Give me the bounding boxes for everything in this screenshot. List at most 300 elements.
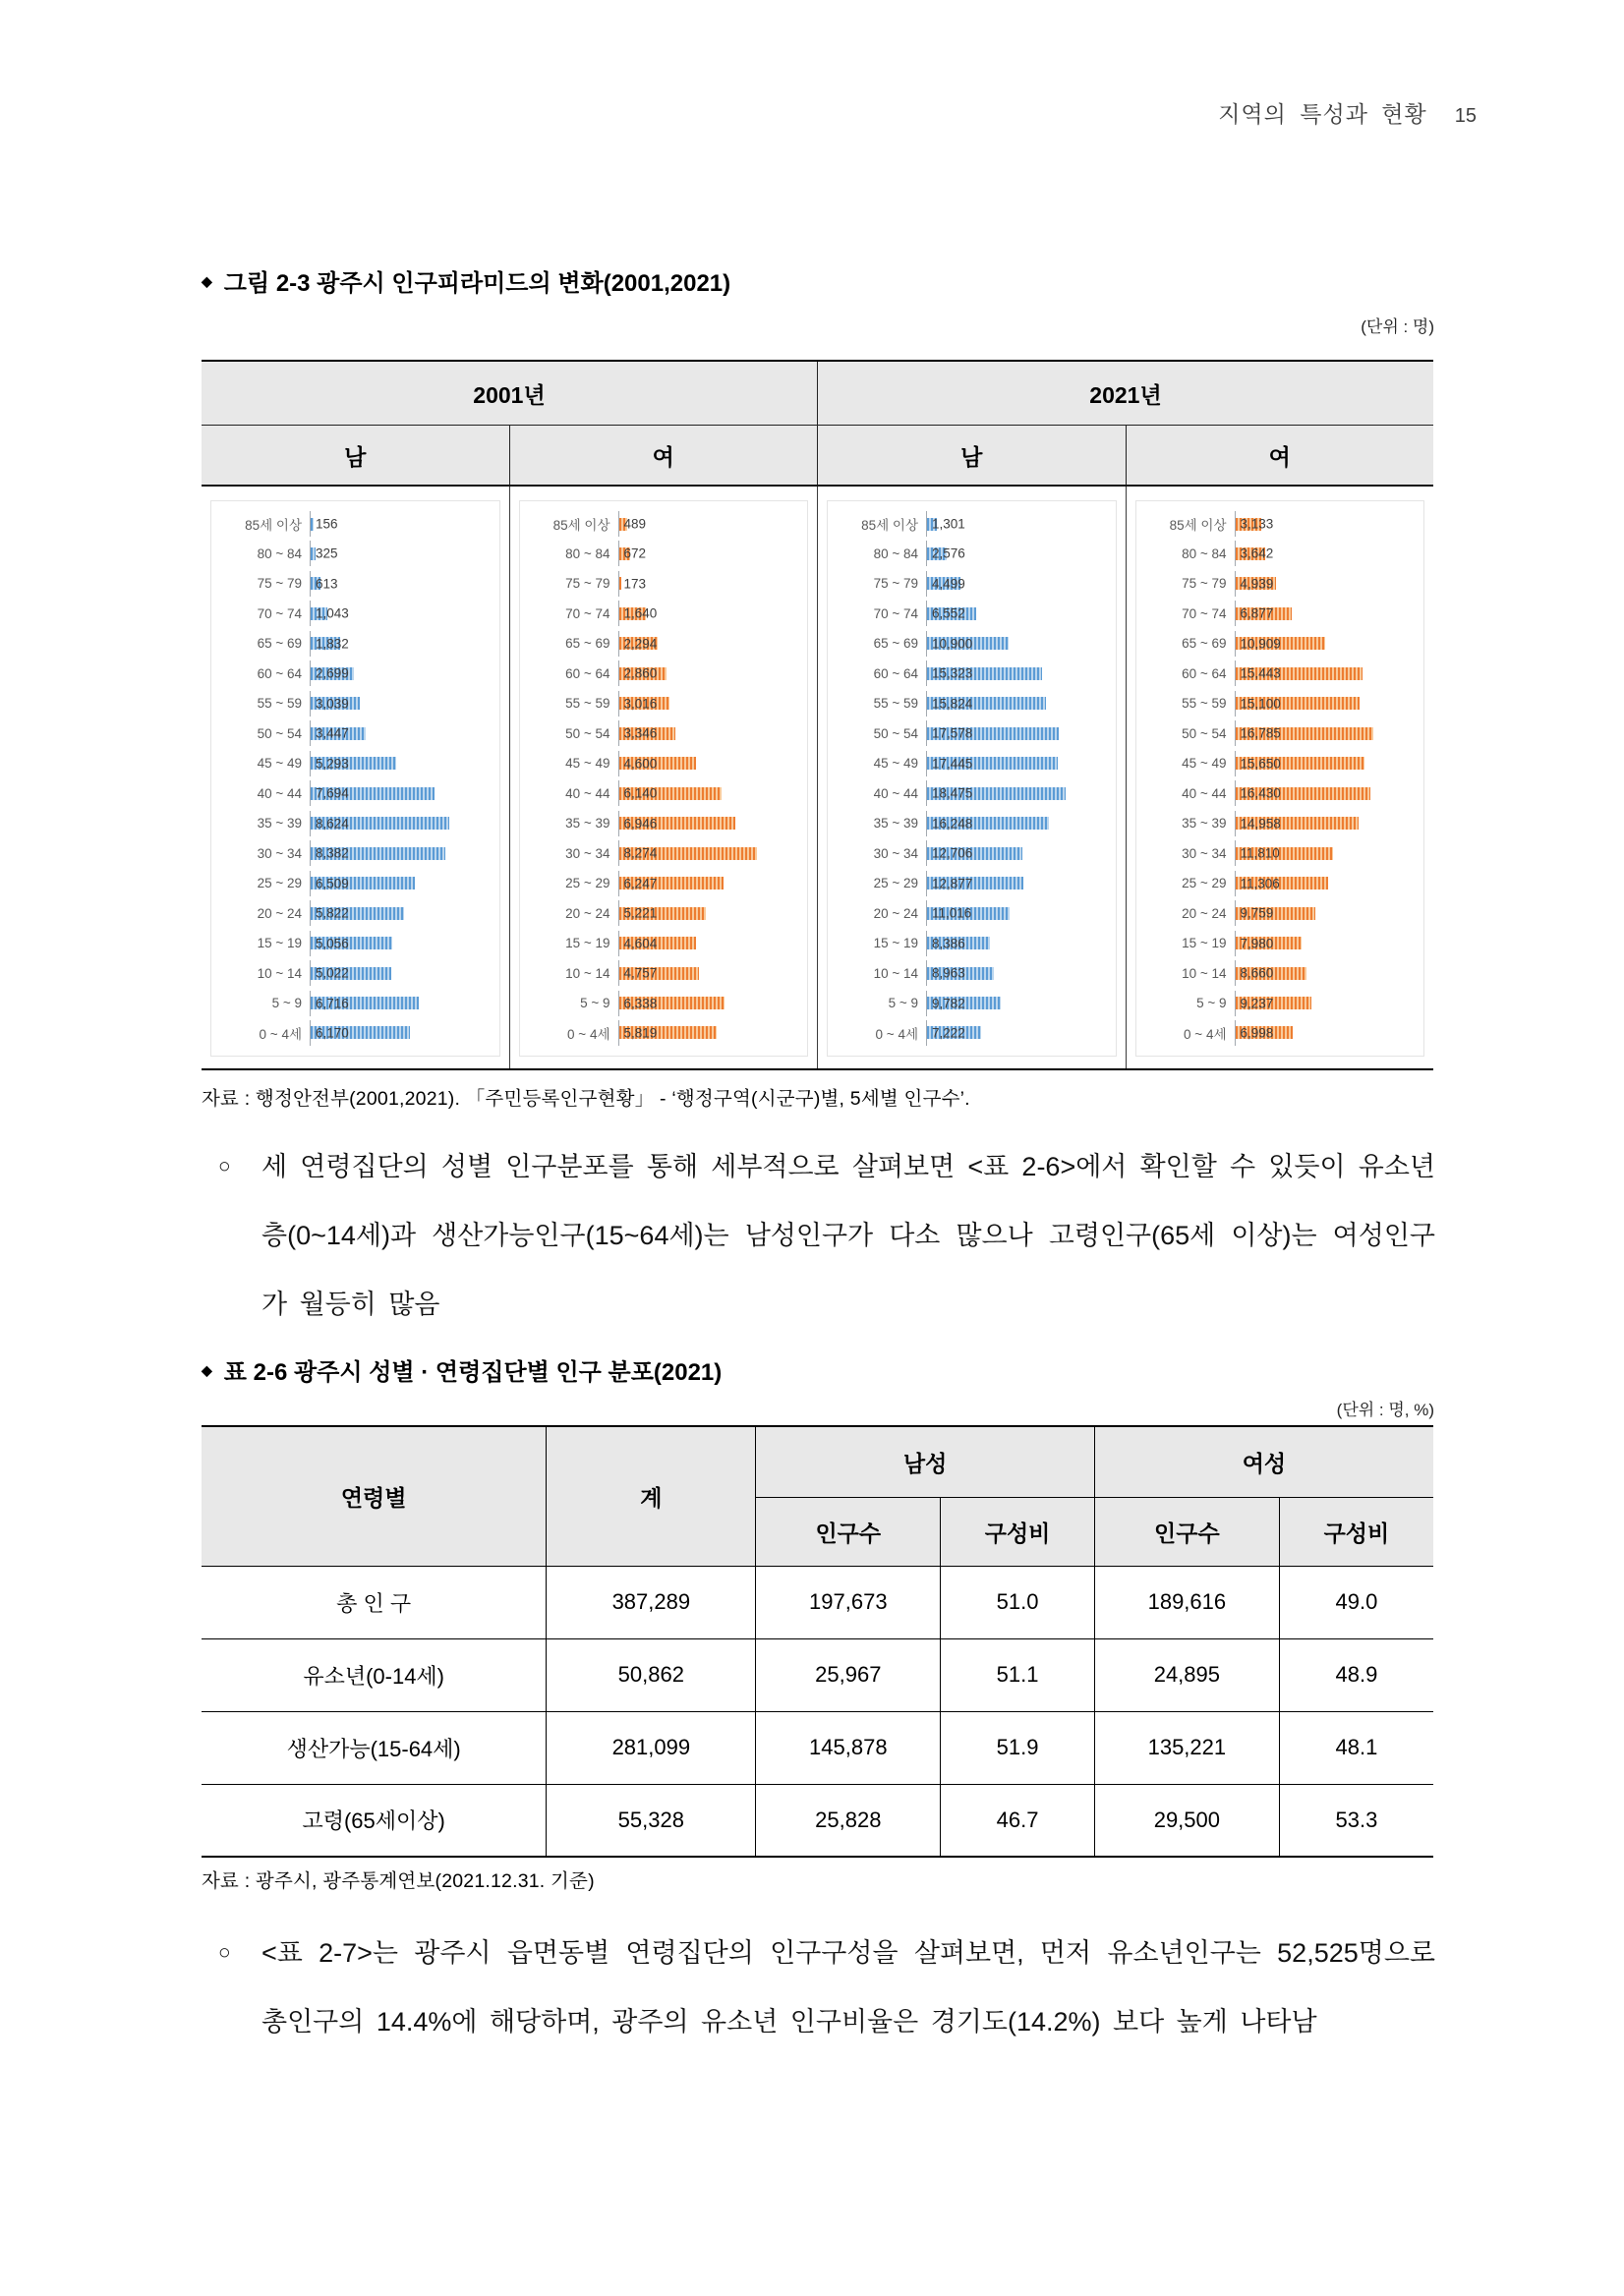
value-label: 6,170 [316,1025,349,1041]
age-label: 65 ~ 69 [873,636,918,652]
value-label: 18,475 [932,785,973,801]
figure-unit: (단위 : 명) [1361,317,1434,336]
pyramid-row [524,811,802,836]
value-label: 8,274 [623,845,658,861]
bar-track [926,660,1110,686]
age-label: 55 ~ 59 [257,696,302,712]
table-row [202,1638,1433,1711]
value-label: 16,248 [932,816,973,832]
pyramid-row [215,840,493,866]
pyramid-row [832,871,1110,896]
age-label: 80 ~ 84 [257,545,302,561]
value-label: 2,699 [316,665,349,681]
age-label: 70 ~ 74 [257,605,302,621]
paragraph-text: <표 2-7>는 광주시 읍면동별 연령집단의 인구구성을 살펴보면, 먼저 유소년인구는 52,525명으로 총인구의 14.4%에 해당하며, 광주의 유소년 인구비율은 경기도(14.2%) 보다 높게 나타남 [261,1938,1435,2037]
pyramid-row [832,780,1110,806]
bar-track [310,1020,493,1046]
bar-track [310,811,493,836]
pyramid-row [832,960,1110,986]
population-table [202,1425,1433,1858]
pyramid-row [1140,751,1419,776]
figure-title: 그림 2-3 광주시 인구피라미드의 변화(2001,2021) [223,270,731,297]
age-label: 40 ~ 44 [565,785,610,801]
pyramid-plot-2001-female [519,500,809,1057]
pyramid-row [215,571,493,597]
value-label: 17,578 [932,725,973,741]
diamond-icon: ◆ [202,1361,212,1378]
bar-track [926,811,1110,836]
bar-track [618,900,802,926]
value-label: 7,694 [316,785,349,801]
value-label: 12,877 [932,876,973,891]
pyramid-row [1140,631,1419,657]
bar-track [310,541,493,566]
table-cell: 53.3 [1279,1784,1433,1857]
pyramid-row [215,960,493,986]
bar-track [618,991,802,1016]
bar-track [926,691,1110,717]
age-label: 5 ~ 9 [580,996,610,1010]
col-header-total: 계 [547,1426,756,1566]
table-title: 표 2-6 광주시 성별 · 연령집단별 인구 분포(2021) [223,1359,723,1386]
bar-track [310,720,493,746]
age-label: 85세 이상 [1169,518,1227,533]
paragraph-text: 세 연령집단의 성별 인구분포를 통해 세부적으로 살펴보면 <표 2-6>에서 확인할 수 있듯이 유소년층(0~14세)과 생산가능인구(15~64세)는 남성인구가 다소 많으나 고령인구(65세 이상)는 여성인구가 월등히 많음 [261,1152,1435,1319]
value-label: 5,293 [316,756,349,772]
value-label: 9,237 [1240,996,1274,1010]
pyramid-row [1140,571,1419,597]
bar-track [926,631,1110,657]
year-header-2001: 2001년 [202,362,818,425]
bar-track [618,511,802,537]
pyramid-row [1140,1020,1419,1046]
population-table-body [202,1566,1433,1857]
table-cell: 25,828 [756,1784,941,1857]
value-label: 17,445 [932,756,973,772]
table-cell: 135,221 [1094,1711,1279,1784]
age-label: 40 ~ 44 [257,785,302,801]
value-label: 12,706 [932,845,973,861]
age-label: 85세 이상 [552,518,610,533]
bar-track [618,840,802,866]
col-header-female: 여성 [1094,1426,1433,1497]
bar-track [310,601,493,626]
age-label: 25 ~ 29 [257,876,302,891]
bar-track [618,871,802,896]
bar-track [926,1020,1110,1046]
bar-track [310,511,493,537]
bar-track [618,751,802,776]
pyramid-row [1140,780,1419,806]
table-cell: 46.7 [941,1784,1095,1857]
value-label: 6,998 [1240,1025,1274,1041]
value-label: 15,323 [932,665,973,681]
pyramid-row [215,660,493,686]
age-label: 0 ~ 4세 [259,1026,302,1042]
value-label: 16,430 [1240,785,1281,801]
bar-track [926,541,1110,566]
age-label: 70 ~ 74 [565,605,610,621]
value-label: 1,640 [623,605,658,621]
bar-track [310,900,493,926]
pyramid-row [215,811,493,836]
sex-header-2021-female: 여 [1268,443,1291,470]
value-label: 2,860 [623,665,658,681]
age-label: 30 ~ 34 [565,845,610,861]
bar-track [1235,720,1419,746]
value-label: 15,824 [932,696,973,712]
pyramid-row [524,601,802,626]
pyramid-row [524,691,802,717]
pyramid-row [832,931,1110,956]
age-label: 10 ~ 14 [873,965,918,981]
bar-track [926,931,1110,956]
age-label: 60 ~ 64 [565,665,610,681]
age-label: 40 ~ 44 [873,785,918,801]
bar-track [926,571,1110,597]
value-label: 2,294 [623,636,658,652]
pyramid-row [215,691,493,717]
value-label: 672 [623,545,647,561]
pyramid-row [524,660,802,686]
col-header-female-pop: 인구수 [1094,1497,1279,1566]
pyramid-panel-2021-female [1127,487,1434,1068]
age-label: 10 ~ 14 [565,965,610,981]
value-label: 3,039 [316,696,349,712]
value-label: 9,759 [1240,905,1274,921]
col-header-age: 연령별 [202,1426,547,1566]
bar-track [618,571,802,597]
value-label: 613 [316,576,338,592]
bar-track [618,631,802,657]
pyramid-row [524,541,802,566]
pyramid-row [524,571,802,597]
circle-bullet-icon: ○ [218,1155,231,1177]
year-header-row [202,362,1433,426]
pyramid-row [832,751,1110,776]
table-cell: 24,895 [1094,1638,1279,1711]
age-label: 30 ~ 34 [1182,845,1227,861]
bar-track [618,780,802,806]
age-label: 30 ~ 34 [873,845,918,861]
age-label: 20 ~ 24 [873,905,918,921]
age-label: 0 ~ 4세 [1184,1026,1227,1042]
table-unit: (단위 : 명, %) [1336,1401,1434,1419]
age-label: 70 ~ 74 [1182,605,1227,621]
bar-track [926,720,1110,746]
age-label: 60 ~ 64 [257,665,302,681]
bar-track [1235,780,1419,806]
col-header-female-ratio: 구성비 [1279,1497,1433,1566]
age-label: 50 ~ 54 [873,725,918,741]
pyramid-row [832,660,1110,686]
bar-track [618,691,802,717]
age-label: 80 ~ 84 [1182,545,1227,561]
age-label: 60 ~ 64 [873,665,918,681]
value-label: 11,810 [1240,845,1280,861]
bar-track [1235,601,1419,626]
sex-header-2001-male: 남 [202,426,510,485]
bar-track [926,751,1110,776]
table-cell: 총 인 구 [202,1566,547,1638]
pyramid-row [1140,601,1419,626]
value-label: 5,022 [316,965,349,981]
value-label: 489 [623,516,647,532]
pyramid-panel-2001-male [202,487,510,1068]
age-label: 50 ~ 54 [565,725,610,741]
age-label: 65 ~ 69 [565,636,610,652]
value-label: 16,785 [1240,725,1281,741]
bar-track [1235,900,1419,926]
value-label: 8,382 [316,845,349,861]
diamond-icon: ◆ [202,272,212,289]
table-cell: 고령(65세이상) [202,1784,547,1857]
age-label: 75 ~ 79 [257,576,302,592]
age-label: 75 ~ 79 [565,576,610,592]
value-label: 4,604 [623,936,658,951]
pyramid-row [524,720,802,746]
bar-track [310,931,493,956]
value-label: 6,247 [623,876,658,891]
table-cell: 51.0 [941,1566,1095,1638]
value-label: 156 [316,516,338,532]
table-cell: 51.9 [941,1711,1095,1784]
value-label: 325 [316,545,338,561]
table-cell: 387,289 [547,1566,756,1638]
age-label: 45 ~ 49 [565,756,610,772]
sex-header-2021-male: 남 [818,426,1127,485]
value-label: 4,499 [932,576,965,592]
age-label: 85세 이상 [861,518,918,533]
age-label: 45 ~ 49 [257,756,302,772]
table-cell: 55,328 [547,1784,756,1857]
age-label: 5 ~ 9 [271,996,302,1010]
table-cell: 48.9 [1279,1638,1433,1711]
value-label: 6,338 [623,996,658,1010]
bar-track [1235,931,1419,956]
pyramid-row [1140,900,1419,926]
age-label: 75 ~ 79 [873,576,918,592]
value-label: 5,221 [623,905,658,921]
bar-track [926,960,1110,986]
bar-track [618,660,802,686]
table-row [202,1711,1433,1784]
pyramid-row [832,541,1110,566]
pyramid-row [1140,991,1419,1016]
age-label: 75 ~ 79 [1182,576,1227,592]
value-label: 173 [623,576,647,592]
sex-header-2001-female: 여 [510,426,819,485]
pyramid-row [1140,541,1419,566]
pyramid-panels [202,487,1433,1068]
pyramid-panel-2001-female [510,487,819,1068]
bar-track [310,660,493,686]
bar-track [618,541,802,566]
age-label: 65 ~ 69 [1182,636,1227,652]
age-label: 15 ~ 19 [565,936,610,951]
table-cell: 281,099 [547,1711,756,1784]
table-row [202,1784,1433,1857]
pyramid-row [524,991,802,1016]
year-header-2021: 2021년 [1089,381,1162,408]
pyramid-row [524,840,802,866]
value-label: 8,963 [932,965,965,981]
pyramid-row [1140,840,1419,866]
value-label: 7,222 [932,1025,965,1041]
value-label: 15,650 [1240,756,1281,772]
bar-track [310,571,493,597]
pyramid-row [832,900,1110,926]
value-label: 4,600 [623,756,658,772]
bar-track [310,691,493,717]
table-cell: 49.0 [1279,1566,1433,1638]
figure-caption [202,263,730,298]
value-label: 6,877 [1240,605,1274,621]
table-caption [202,1352,722,1387]
bar-track [618,601,802,626]
value-label: 8,624 [316,816,349,832]
table-cell: 유소년(0-14세) [202,1638,547,1711]
page-header-title: 지역의 특성과 현황 [1218,101,1427,127]
age-label: 35 ~ 39 [257,816,302,832]
age-label: 45 ~ 49 [1182,756,1227,772]
pyramid-plot-2001-male [210,500,500,1057]
value-label: 3,447 [316,725,349,741]
pyramid-row [524,1020,802,1046]
bar-track [310,780,493,806]
bar-track [926,601,1110,626]
table-source: 자료 : 광주시, 광주통계연보(2021.12.31. 기준) [202,1870,595,1892]
pyramid-row [832,571,1110,597]
pyramid-row [215,751,493,776]
bar-track [1235,631,1419,657]
table-cell: 197,673 [756,1566,941,1638]
age-label: 15 ~ 19 [1182,936,1227,951]
value-label: 6,140 [623,785,658,801]
pyramid-row [215,541,493,566]
value-label: 8,386 [932,936,965,951]
bar-track [310,991,493,1016]
figure-source: 자료 : 행정안전부(2001,2021). 「주민등록인구현황」 - ‘행정구역(시군구)별, 5세별 인구수’. [202,1088,970,1110]
age-label: 0 ~ 4세 [567,1026,610,1042]
bar-track [1235,571,1419,597]
age-label: 0 ~ 4세 [875,1026,918,1042]
body-paragraph-2 [218,1919,1435,2056]
bar-track [926,871,1110,896]
value-label: 8,660 [1240,965,1274,981]
value-label: 1,301 [932,516,965,532]
pyramid-row [215,511,493,537]
pyramid-row [215,631,493,657]
value-label: 7,980 [1240,936,1274,951]
pyramid-row [832,631,1110,657]
bar-track [926,780,1110,806]
pyramid-row [1140,931,1419,956]
value-label: 4,757 [623,965,658,981]
bar-track [926,900,1110,926]
circle-bullet-icon: ○ [218,1941,231,1964]
table-cell: 29,500 [1094,1784,1279,1857]
pyramid-row [832,511,1110,537]
age-label: 15 ~ 19 [257,936,302,951]
value-label: 6,509 [316,876,349,891]
pyramid-row [832,991,1110,1016]
table-cell: 51.1 [941,1638,1095,1711]
pyramid-row [215,931,493,956]
sex-header-row [202,426,1433,487]
value-label: 15,100 [1240,696,1281,712]
bar-track [1235,691,1419,717]
bar-track [618,811,802,836]
value-label: 2,576 [932,545,965,561]
age-label: 25 ~ 29 [873,876,918,891]
value-label: 5,822 [316,905,349,921]
value-label: 14,958 [1240,816,1281,832]
bar-track [926,511,1110,537]
age-label: 25 ~ 29 [565,876,610,891]
value-label: 3,642 [1240,545,1274,561]
age-label: 5 ~ 9 [1196,996,1227,1010]
pyramid-row [215,720,493,746]
pyramid-row [524,900,802,926]
pyramid-row [215,991,493,1016]
pyramid-row [832,720,1110,746]
age-label: 40 ~ 44 [1182,785,1227,801]
bar-track [1235,660,1419,686]
value-label: 15,443 [1240,665,1281,681]
age-label: 10 ~ 14 [257,965,302,981]
value-label: 11,306 [1240,876,1280,891]
table-row [202,1566,1433,1638]
pyramid-row [524,511,802,537]
value-label: 10,909 [1240,636,1281,652]
table-cell: 48.1 [1279,1711,1433,1784]
pyramid-plot-2021-male [827,500,1117,1057]
bar-track [618,720,802,746]
age-label: 55 ~ 59 [1182,696,1227,712]
age-label: 20 ~ 24 [565,905,610,921]
col-header-male: 남성 [756,1426,1095,1497]
pyramid-row [832,1020,1110,1046]
value-label: 9,782 [932,996,965,1010]
pyramid-row [1140,660,1419,686]
bar-track [310,871,493,896]
bar-track [1235,1020,1419,1046]
value-label: 3,133 [1240,516,1274,532]
value-label: 11,016 [932,905,972,921]
pyramid-row [215,871,493,896]
pyramid-row [524,751,802,776]
pyramid-row [1140,720,1419,746]
value-label: 1,832 [316,636,349,652]
value-label: 3,016 [623,696,658,712]
age-label: 70 ~ 74 [873,605,918,621]
age-label: 55 ~ 59 [873,696,918,712]
age-label: 30 ~ 34 [257,845,302,861]
age-label: 35 ~ 39 [565,816,610,832]
pyramid-row [215,780,493,806]
age-label: 80 ~ 84 [873,545,918,561]
pyramid-row [832,811,1110,836]
age-label: 65 ~ 69 [257,636,302,652]
pyramid-row [832,840,1110,866]
pyramid-row [1140,691,1419,717]
age-label: 35 ~ 39 [873,816,918,832]
bar-track [310,631,493,657]
age-label: 45 ~ 49 [873,756,918,772]
age-label: 50 ~ 54 [257,725,302,741]
table-cell: 145,878 [756,1711,941,1784]
